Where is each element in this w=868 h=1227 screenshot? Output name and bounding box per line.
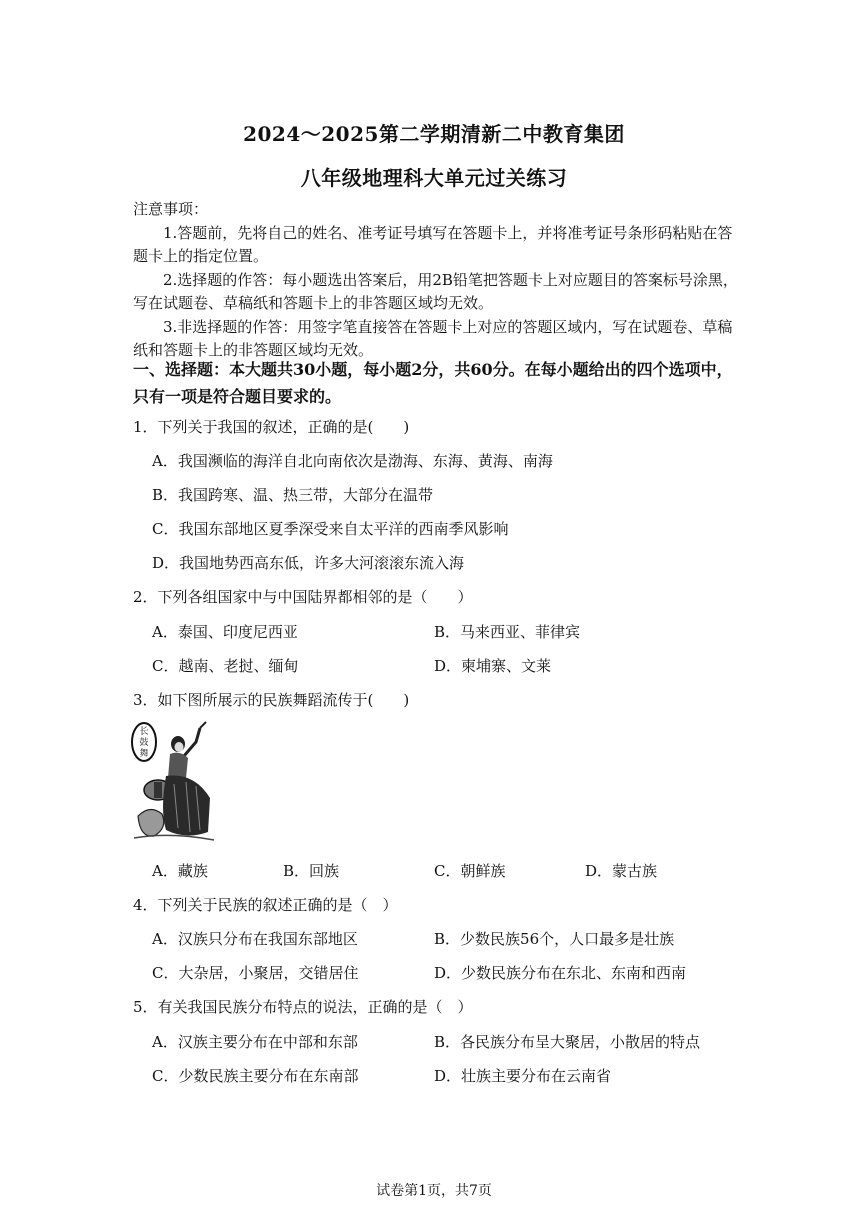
notes-block [133,198,743,363]
dance-label-char-2: 鼓 [139,738,149,748]
question-4-option-a: A．汉族只分布在我国东部地区 [152,930,358,948]
question-2-option-a: A．泰国、印度尼西亚 [152,623,298,641]
question-5-option-b: B．各民族分布呈大聚居，小散居的特点 [434,1033,701,1051]
question-3-option-c: C．朝鲜族 [434,862,506,880]
question-1-option-a: A．我国濒临的海洋自北向南依次是渤海、东海、黄海、南海 [152,452,553,470]
note-item-3: 3.非选择题的作答：用签字笔直接答在答题卡上对应的答题区域内，写在试题卷、草稿纸和答题卡上的非答题区域均无效。 [133,317,733,359]
question-5-option-a: A．汉族主要分布在中部和东部 [152,1033,358,1051]
section-heading: 一、选择题：本大题共30小题，每小题2分，共60分。在每小题给出的四个选项中，只有一项是符合题目要求的。 [133,360,733,406]
question-3-option-d: D．蒙古族 [585,862,658,880]
question-4-option-b: B．少数民族56个，人口最多是壮族 [434,930,675,948]
question-2-option-c: C．越南、老挝、缅甸 [152,657,299,675]
question-5-option-d: D．壮族主要分布在云南省 [434,1067,612,1085]
exam-title-line2: 八年级地理科大单元过关练习 [300,166,568,190]
note-item-1: 1.答题前，先将自己的姓名、准考证号填写在答题卡上，并将准考证号条形码粘贴在答题卡上的指定位置。 [133,223,733,265]
dance-label-char-3: 舞 [139,749,149,759]
question-4-option-c: C．大杂居，小聚居，交错居住 [152,964,359,982]
question-4-option-d: D．少数民族分布在东北、东南和西南 [434,964,687,982]
question-2-stem: 2．下列各组国家中与中国陆界都相邻的是（ ） [133,588,473,606]
dance-label-char-1: 长 [139,727,149,737]
exam-title-line1: 2024～2025第二学期清新二中教育集团 [243,122,625,146]
question-3-stem: 3．如下图所展示的民族舞蹈流传于( ) [133,691,410,709]
question-3-option-b: B．回族 [283,862,340,880]
question-5-stem: 5．有关我国民族分布特点的说法，正确的是（ ） [133,998,473,1016]
question-2-option-b: B．马来西亚、菲律宾 [434,623,581,641]
question-1-option-d: D．我国地势西高东低，许多大河滚滚东流入海 [152,554,465,572]
question-4-stem: 4．下列关于民族的叙述正确的是（ ） [133,896,398,914]
question-2-option-d: D．柬埔寨、文莱 [434,657,552,675]
dance-illustration [130,720,216,844]
question-3-option-a: A．藏族 [152,862,208,880]
question-1-option-c: C．我国东部地区夏季深受来自太平洋的西南季风影响 [152,520,509,538]
question-1-stem: 1．下列关于我国的叙述，正确的是( ) [133,418,410,436]
page-footer: 试卷第1页，共7页 [376,1183,492,1199]
question-5-option-c: C．少数民族主要分布在东南部 [152,1067,359,1085]
question-1-option-b: B．我国跨寒、温、热三带，大部分在温带 [152,486,434,504]
note-item-2: 2.选择题的作答：每小题选出答案后，用2B铅笔把答题卡上对应题目的答案标号涂黑，写在试题卷、草稿纸和答题卡上的非答题区域均无效。 [133,270,738,312]
notes-heading: 注意事项： [133,200,209,218]
